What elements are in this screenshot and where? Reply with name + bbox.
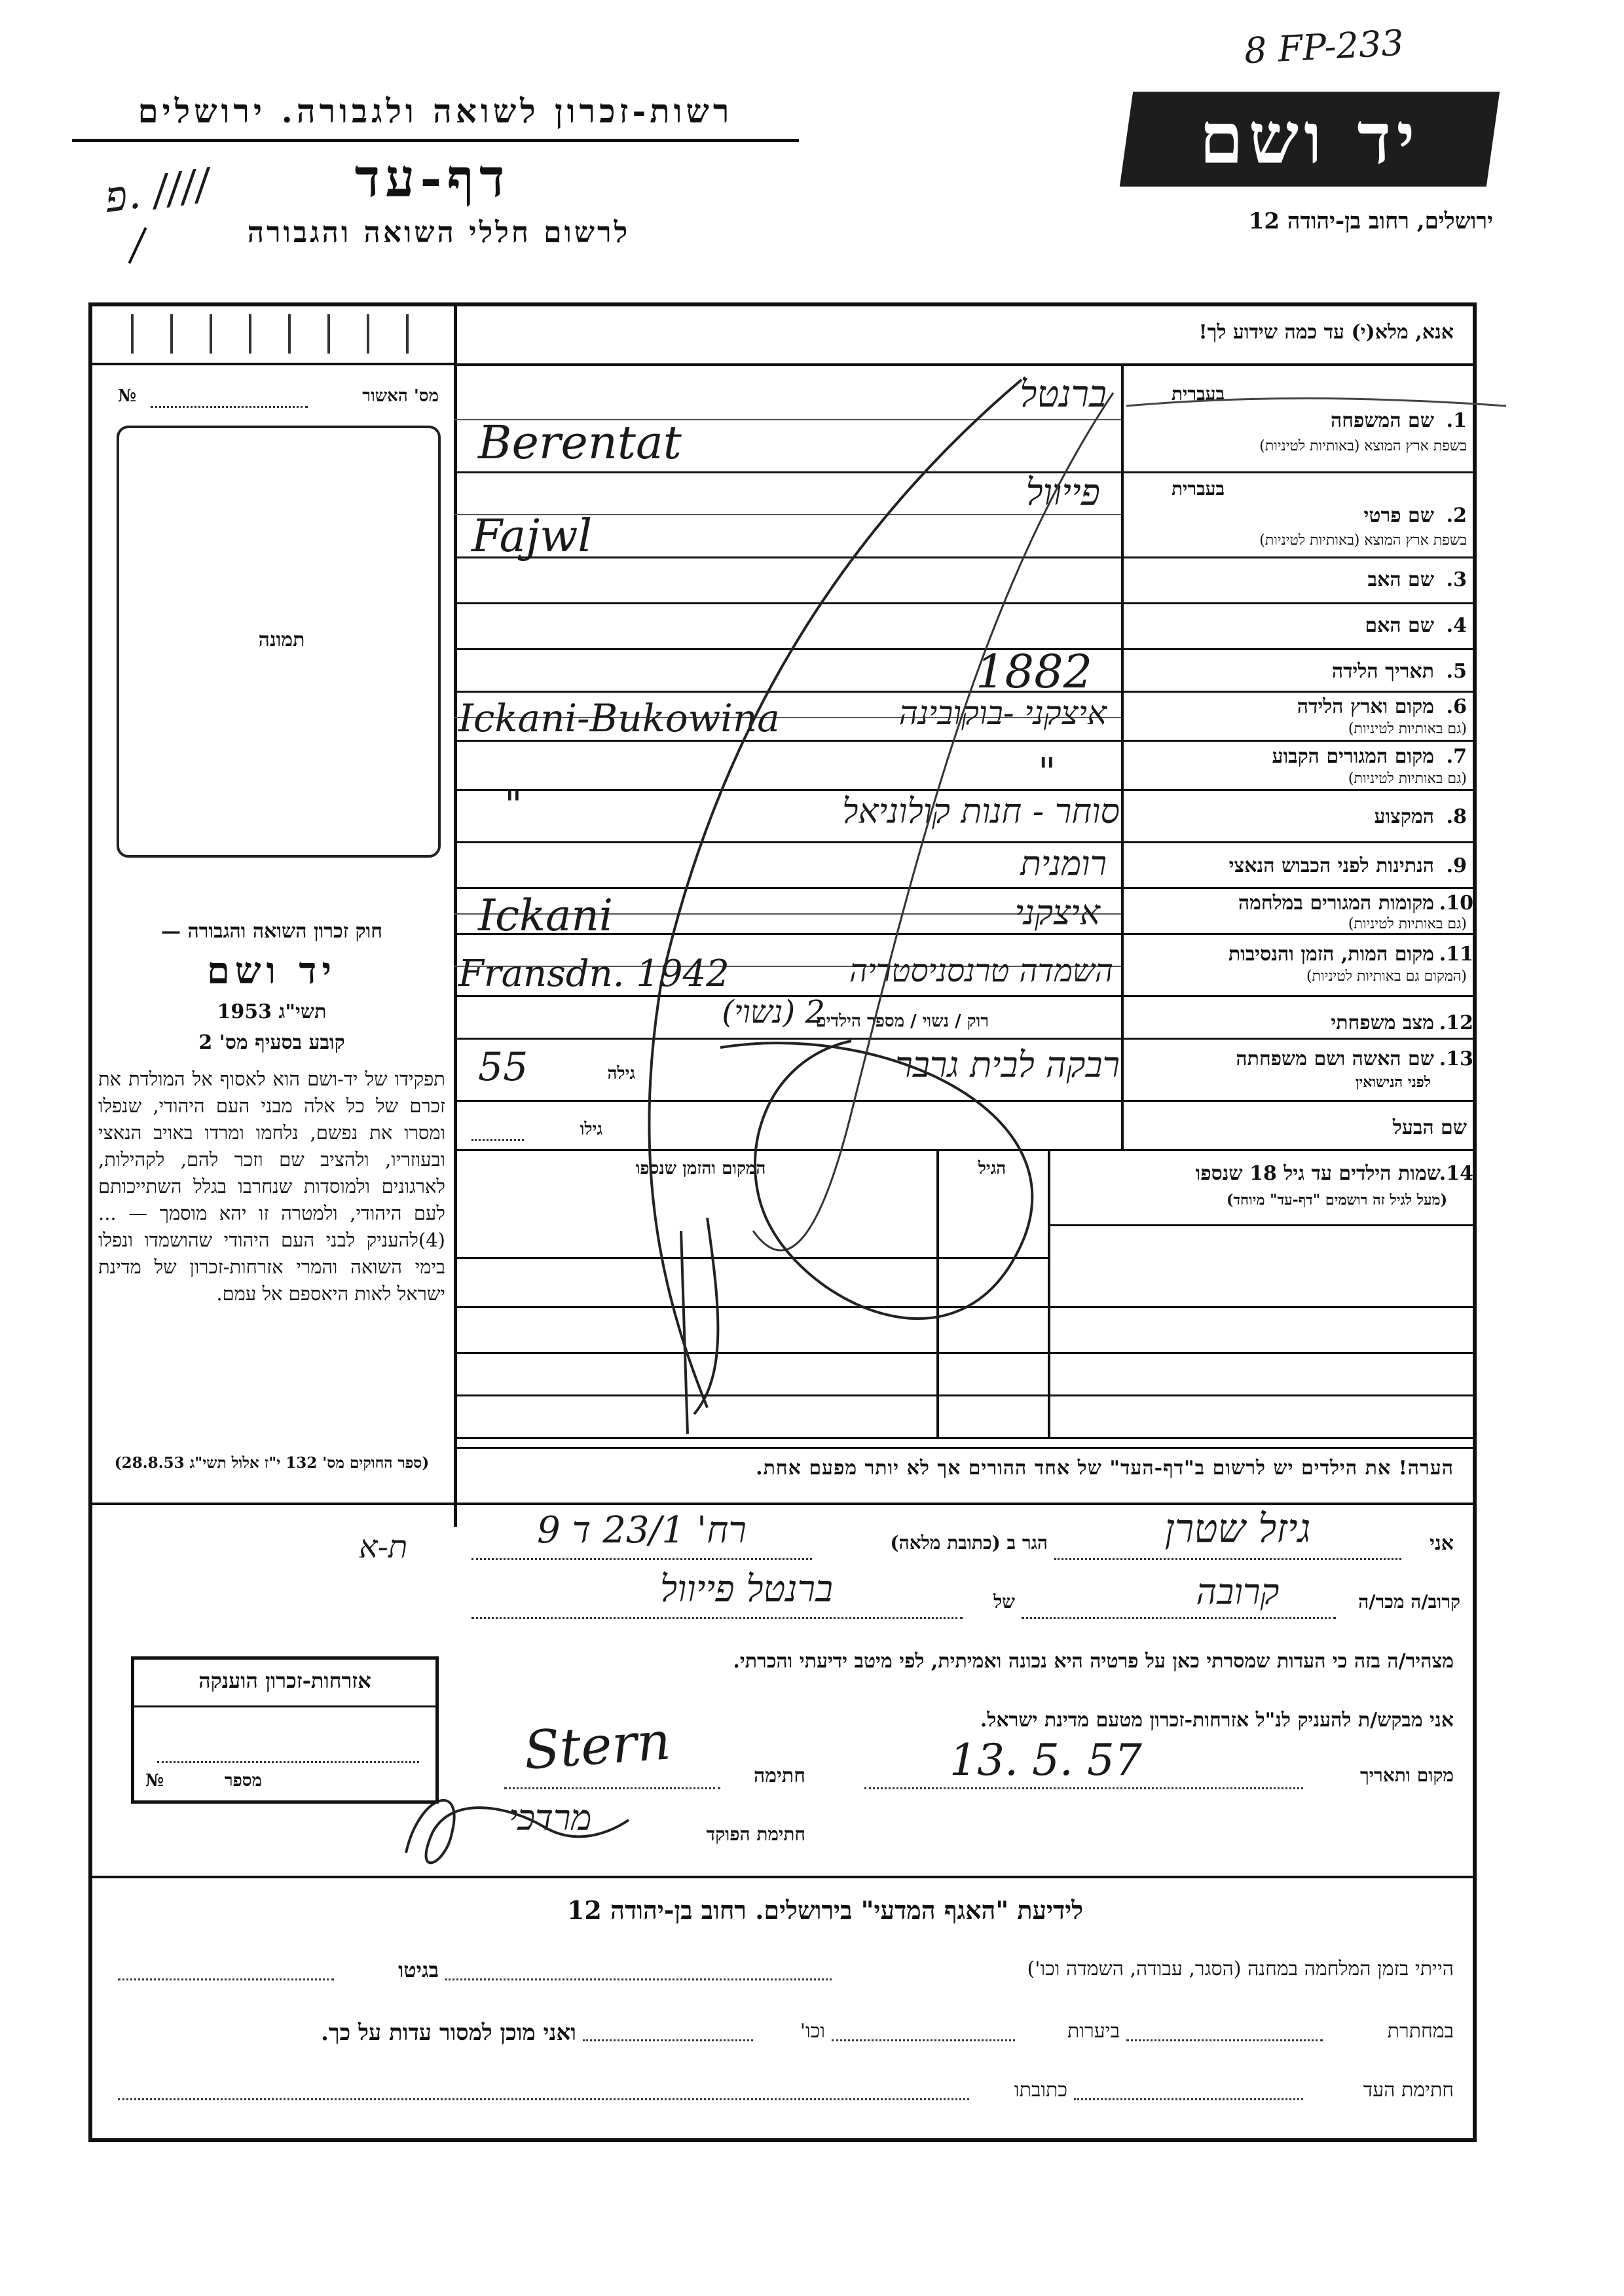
footer-title: לידיעת "האגף המדעי" בירושלים. רחוב בן-יהודה 12 <box>566 1895 1084 1925</box>
row2-value-hebrew: פייוול <box>1025 471 1100 514</box>
declarant-address-value: רח' 23/1 ד 9 <box>537 1509 747 1552</box>
row11-label: מקום המות, הזמן והנסיבות <box>1228 943 1434 966</box>
row10-sub: (גם באותיות לטיניות) <box>1348 916 1467 932</box>
row2-hebrew-tag: בעברית <box>1171 478 1225 500</box>
children-col-place: המקום והזמן שנספו <box>635 1159 766 1178</box>
row12-value: 2 (נשוי) <box>722 994 825 1030</box>
row1-hebrew-tag: בעברית <box>1171 383 1225 405</box>
row2-value-latin: Fajwl <box>471 511 593 562</box>
footer-line1: הייתי בזמן המלחמה במחנה (הסגר, עבודה, השמדה וכו') <box>1027 1958 1454 1980</box>
approval-no-label: מס' האשור <box>362 386 439 406</box>
of-label: של <box>993 1591 1015 1613</box>
of-value: ברנטל פייוול <box>659 1568 834 1611</box>
husband-age-label: גילו <box>580 1120 602 1139</box>
footer-line1-end: בגיטו <box>398 1958 439 1982</box>
law-section: קובע בסעיף מס' 2 <box>198 1031 345 1054</box>
row11-value-hebrew: השמדה טרנסניסטריה <box>849 953 1113 989</box>
row3-label: שם האב <box>1367 568 1434 591</box>
children-col-age: הגיל <box>978 1159 1006 1178</box>
children-num: 14. <box>1439 1162 1473 1185</box>
row6-sub: (גם באותיות לטיניות) <box>1348 721 1467 737</box>
row6-value-hebrew: איצקני -בוקובינה <box>898 694 1107 732</box>
row2-num: 2. <box>1446 504 1467 527</box>
row12-status-options: רוק / נשוי / מספר הילדים <box>815 1011 989 1031</box>
relation-label: קרוב/ה מכר/ה <box>1358 1591 1460 1613</box>
row7-num: 7. <box>1446 745 1467 768</box>
address: ירושלים, רחוב בן-יהודה 12 <box>1248 208 1493 234</box>
row9-num: 9. <box>1446 854 1467 877</box>
declarant-name: גיזל שטרן <box>1164 1506 1311 1552</box>
children-sub: (מעל לגיל זה רושמים "דף-עד" מיוחד) <box>1227 1192 1447 1209</box>
husband-label: שם הבעל <box>1392 1116 1467 1139</box>
row11-value-latin: Fransdn. 1942 <box>458 953 729 995</box>
form-intro: אנא, מלא(י) עד כמה שידוע לך! <box>1198 321 1454 344</box>
footer-line2-b: ביערות <box>1067 2020 1120 2043</box>
citizenship-title: אזרחות-זכרון הוענקה <box>198 1668 371 1693</box>
declarant-address-suffix: ת-א <box>358 1529 408 1565</box>
official-value: מרדכי <box>508 1797 592 1838</box>
handwritten-mark: פ. //// <box>101 160 213 223</box>
row5-value: 1882 <box>976 645 1093 699</box>
row1-num: 1. <box>1446 409 1467 432</box>
logo-text: יד ושם <box>1199 98 1420 180</box>
law-title: חוק זכרון השואה והגבורה — <box>161 920 382 943</box>
row11-sub: (המקום גם באותיות לטיניות) <box>1306 968 1467 985</box>
footer-line3-a: חתימת העד <box>1363 2079 1454 2102</box>
row4-label: שם האם <box>1365 614 1434 637</box>
citizenship-no-sign: № <box>145 1771 164 1791</box>
row3-num: 3. <box>1446 568 1467 591</box>
footer-line2-end: ואני מוכן למסור עדות על כך. <box>321 2020 576 2046</box>
signature-value: Stern <box>522 1710 673 1781</box>
row7-value: " <box>1038 750 1056 795</box>
row13-age-label: גילה <box>607 1064 635 1084</box>
row5-label: תאריך הלידה <box>1331 660 1434 683</box>
row13-value: רבקה לבית גרבר <box>895 1044 1120 1085</box>
law-citation: (ספר החוקים מס' 132 י"ז אלול תשי"ג 28.8.53) <box>114 1454 430 1472</box>
row2-sub: בשפת ארץ המוצא (באותיות לטיניות) <box>1259 532 1467 549</box>
row1-value-latin: Berentat <box>478 416 682 469</box>
row13-num: 13. <box>1439 1048 1473 1070</box>
row6-value-latin: Ickani-Bukowina <box>458 696 780 740</box>
row1-value-hebrew: ברנטל <box>1020 373 1107 416</box>
request-text: אני מבקש/ת להעניק לנ"ל אזרחות-זכרון מטעם מדינת ישראל. <box>980 1709 1454 1732</box>
row6-num: 6. <box>1446 695 1467 718</box>
row2-label: שם פרטי <box>1363 504 1434 527</box>
row12-num: 12. <box>1439 1011 1473 1034</box>
declaration-text: מצהיר/ה בזה כי העדות שמסרתי כאן על פרטיה היא נכונה ואמיתית, לפי מיטב ידיעתי והכרתי. <box>733 1650 1454 1673</box>
row6-label: מקום וארץ הלידה <box>1297 695 1434 718</box>
row8-value: סוחר - חנות קולוניאל <box>842 792 1120 831</box>
row13-label: שם האשה ושם משפחתה <box>1236 1048 1434 1070</box>
declarant-i-label: אני <box>1430 1532 1454 1555</box>
official-label: חתימת הפוקד <box>706 1823 805 1845</box>
row10-num: 10. <box>1439 892 1473 915</box>
row1-sub: בשפת ארץ המוצא (באותיות לטיניות) <box>1259 438 1467 454</box>
row10-value-latin: Ickani <box>478 890 613 941</box>
footer-line2-a: במחתרת <box>1387 2020 1454 2043</box>
approval-no-sign: № <box>118 386 137 406</box>
row8-ditto-left: " <box>504 782 523 828</box>
declarant-address-label: הגר ב (כתובת מלאה) <box>890 1532 1048 1554</box>
form-subtitle: לרשום חללי השואה והגבורה <box>247 216 631 249</box>
footer-line2-c: וכו' <box>800 2020 825 2043</box>
archive-reference: 8 FP-233 <box>1243 22 1405 72</box>
form-title: דף-עד <box>354 147 510 209</box>
relation-value: קרובה <box>1196 1571 1280 1613</box>
row4-num: 4. <box>1446 614 1467 637</box>
row13-sub: לפני הנישואין <box>1355 1074 1431 1091</box>
law-year: תשי"ג 1953 <box>217 1000 327 1023</box>
place-date-label: מקום ותאריך <box>1359 1764 1454 1786</box>
row8-label: המקצוע <box>1374 805 1434 828</box>
row5-num: 5. <box>1446 660 1467 683</box>
citizenship-number-label: מספר <box>224 1771 262 1791</box>
row9-label: הנתינות לפני הכבוש הנאצי <box>1228 854 1434 877</box>
row8-num: 8. <box>1446 805 1467 828</box>
row11-num: 11. <box>1439 943 1473 966</box>
row7-sub: (גם באותיות לטיניות) <box>1348 771 1467 787</box>
row10-value-hebrew: איצקני <box>1014 894 1100 933</box>
law-name: יד ושם <box>206 949 337 993</box>
children-title: שמות הילדים עד גיל 18 שנספו <box>1195 1162 1441 1185</box>
children-note: הערה! את הילדים יש לרשום ב"דף-העד" של אחד ההורים אך לא יותר מפעם אחת. <box>756 1457 1454 1480</box>
org-line: רשות-זכרון לשואה ולגבורה. ירושלים <box>138 92 733 130</box>
signature-label: חתימה <box>754 1764 805 1787</box>
law-body: תפקידו של יד-ושם הוא לאסוף אל המולדת את זכרם של כל אלה מבני העם היהודי, שנפלו ומסרו את נפשם, נלחמו ומרדו באויב הנאצי ובעוזריו, ולהציב שם וזכר להם, לקהילות, לארגונים ולמוסדות שנחרבו בגלל השתייכותם לעם היהודי, ולמטרה זו יהא מוסמך — ...(4)להעניק לבני העם היהודי שהושמדו ונפלו בימי השואה והמרי אזרחות-זכרון של מדינת ישראל לאות היאספם אל עמם. <box>98 1068 445 1305</box>
row9-value: רומנית <box>1020 845 1107 884</box>
row1-label: שם המשפחה <box>1330 409 1434 432</box>
row13-age-value: 55 <box>478 1044 528 1090</box>
row10-label: מקומות המגורים במלחמה <box>1238 892 1434 915</box>
footer-line3-b: כתובתו <box>1014 2079 1067 2102</box>
row12-label: מצב משפחתי <box>1331 1011 1434 1034</box>
photo-label: תמונה <box>258 629 305 651</box>
row7-label: מקום המגורים הקבוע <box>1272 745 1434 768</box>
date-value: 13. 5. 57 <box>950 1735 1142 1785</box>
